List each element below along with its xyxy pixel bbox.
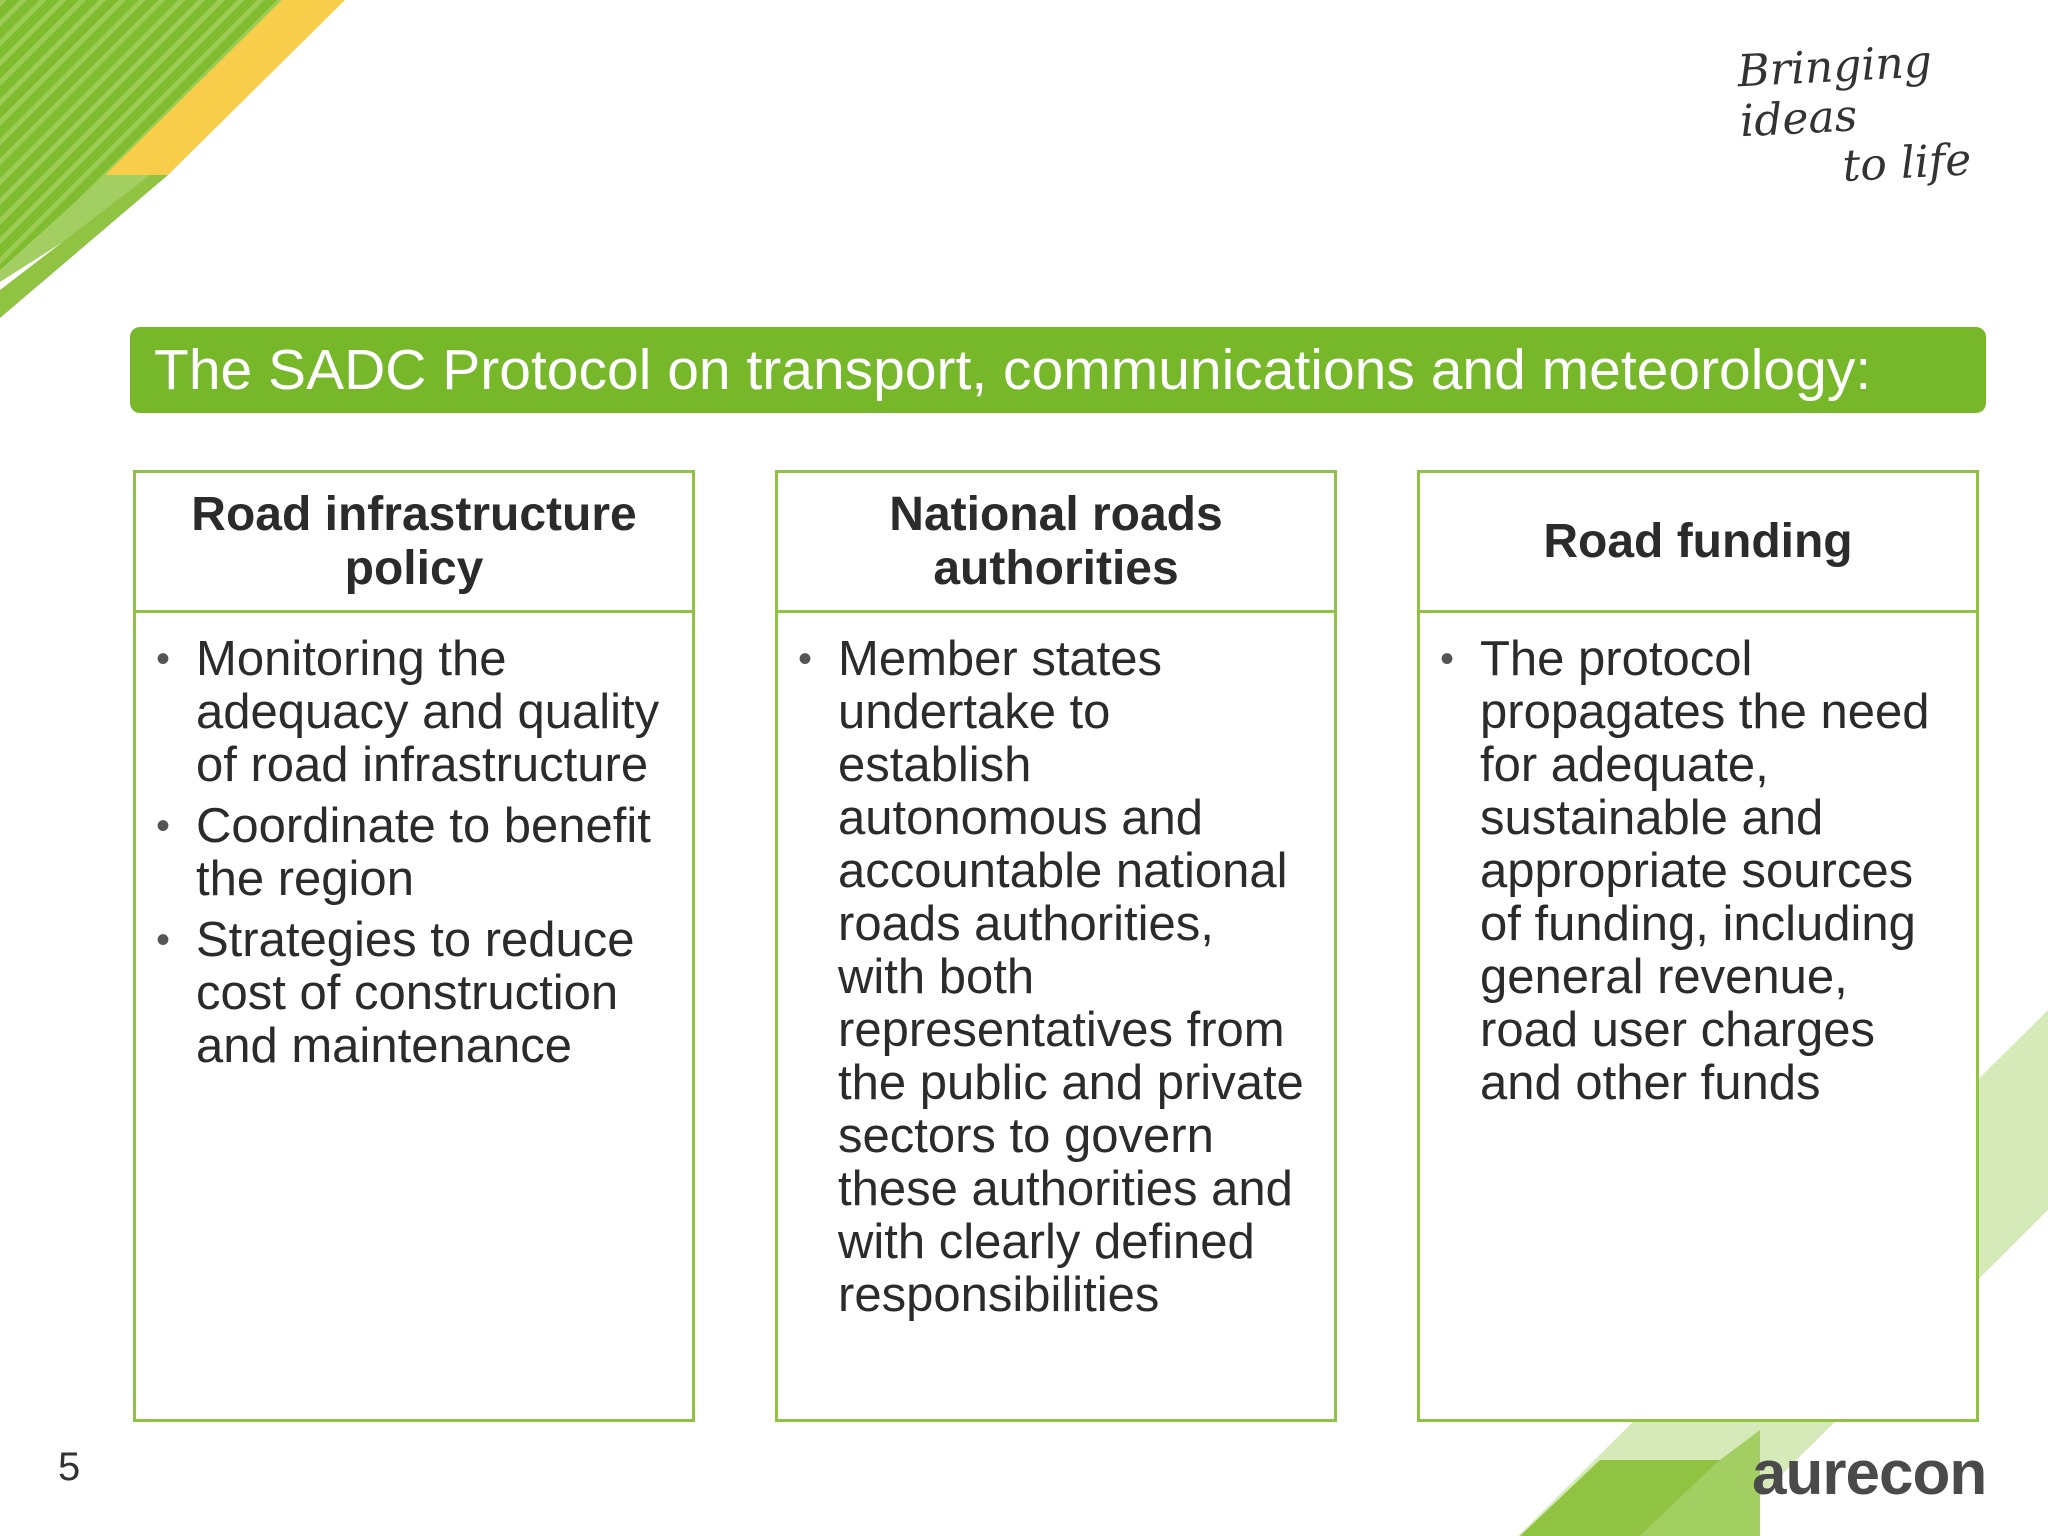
aurecon-logo: aurecon [1752,1439,1987,1508]
card-road-funding [1417,470,1979,1422]
card-header [1420,473,1976,613]
card-road-infrastructure-policy [133,470,695,1422]
list-item [1440,633,1956,1110]
card-header [136,473,692,613]
bullet-list [156,633,672,1073]
card-heading: National roads authorities [889,487,1223,595]
bullet-text: Monitoring the adequacy and quality of road infrastructure [196,632,660,792]
bullet-text: Member states undertake to establish autonomous and accountable national roads authorities, with both representatives from the public and private sectors to govern these authorities and with clearly defined responsibilities [838,632,1304,1322]
page-number: 5 [58,1445,81,1489]
tagline-line-2: to life [1841,134,1973,192]
card-body [1420,613,1976,1110]
bullet-text: Coordinate to benefit the region [196,799,651,906]
bullet-icon: • [156,918,171,962]
tagline [1736,33,2023,197]
card-national-roads-authorities [775,470,1337,1422]
bullet-icon: • [1440,637,1455,681]
card-header [778,473,1334,613]
list-item [156,914,672,1073]
slide-title: The SADC Protocol on transport, communications and meteorology: [154,338,1872,402]
list-item [156,633,672,792]
bullet-list [798,633,1314,1322]
list-item [798,633,1314,1322]
card-body [136,613,692,1073]
bullet-text: Strategies to reduce cost of construction and maintenance [196,913,635,1073]
bullet-icon: • [798,637,813,681]
bullet-icon: • [156,804,171,848]
card-body [778,613,1334,1322]
title-banner [130,327,1986,413]
card-heading: Road infrastructure policy [191,487,637,595]
tagline-line-1: Bringing ideas [1736,36,1934,148]
bullet-icon: • [156,637,171,681]
list-item [156,800,672,906]
bullet-text: The protocol propagates the need for adequate, sustainable and appropriate sources of funding, including general revenue, road user charges and other funds [1480,632,1930,1110]
bullet-list [1440,633,1956,1110]
card-heading: Road funding [1543,514,1853,568]
